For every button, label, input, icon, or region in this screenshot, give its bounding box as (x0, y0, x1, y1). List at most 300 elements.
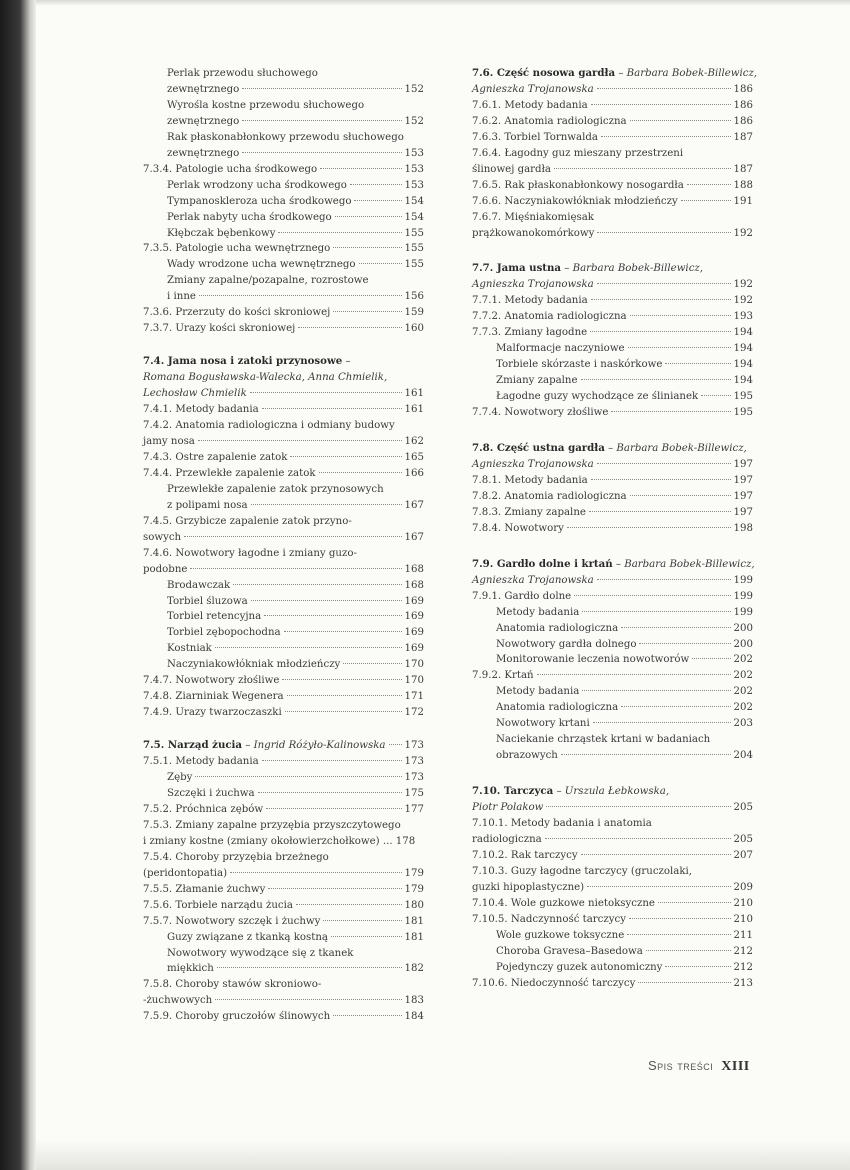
leader-dots (621, 706, 730, 707)
page-ref: 169 (404, 627, 424, 639)
leader-dots (587, 886, 730, 887)
toc-entry (143, 321, 424, 337)
toc-entry (143, 402, 424, 418)
page-ref: 192 (733, 227, 753, 239)
toc-entry (472, 178, 753, 194)
entry-title: Torbiel śluzowa (167, 595, 248, 607)
page-ref: 202 (733, 702, 753, 714)
page-ref: 211 (733, 929, 753, 941)
leader-dots (335, 216, 402, 217)
leader-dots (242, 88, 401, 89)
toc-entry (472, 896, 753, 912)
entry-title: 7.6.5. Rak płaskonabłonkowy nosogardła (472, 179, 684, 191)
page-ref: 165 (404, 451, 424, 463)
toc-entry (143, 898, 424, 914)
toc-subentry (143, 641, 424, 657)
entry-title: 7.8.4. Nowotwory (472, 522, 564, 534)
entry-title: 7.4.4. Przewlekłe zapalenie zatok (143, 467, 316, 479)
leader-dots (597, 579, 731, 580)
toc-subentry (472, 684, 753, 700)
toc-entry (472, 912, 753, 928)
section-author: Urszula Łebkowska, (564, 786, 670, 798)
page-ref: 195 (733, 391, 753, 403)
toc-entry (143, 977, 424, 993)
leader-dots (627, 934, 730, 935)
entry-title: Choroba Gravesa–Basedowa (496, 945, 643, 957)
entry-title: Brodawczak (167, 579, 231, 591)
leader-dots (658, 902, 731, 903)
toc-author-line (143, 386, 424, 402)
page-ref: 210 (733, 897, 753, 909)
page-ref: 187 (733, 163, 753, 175)
toc-subentry (472, 652, 753, 668)
leader-dots (567, 527, 731, 528)
leader-dots (333, 247, 401, 248)
entry-title: 7.3.4. Patologie ucha środkowego (143, 163, 318, 175)
toc-subentry (143, 130, 424, 146)
toc-entry (472, 473, 753, 489)
toc-entry (472, 162, 753, 178)
page-ref: 194 (733, 343, 753, 355)
entry-title: radiologiczna (472, 833, 542, 845)
page-ref: 155 (404, 259, 424, 271)
entry-title: Agnieszka Trojanowska (472, 574, 594, 586)
leader-dots (630, 315, 731, 316)
page-ref: 175 (404, 787, 424, 799)
page-ref: 184 (404, 1011, 424, 1023)
leader-dots (296, 904, 402, 905)
toc-subentry (143, 273, 424, 289)
leader-dots (546, 806, 730, 807)
toc-subentry (143, 657, 424, 673)
leader-dots (258, 792, 402, 793)
page-ref: 193 (733, 311, 753, 323)
entry-title: Anatomia radiologiczna (496, 702, 619, 714)
toc-entry (472, 864, 753, 880)
section-spacer (472, 537, 753, 557)
section-spacer (472, 421, 753, 441)
section-dash: – (561, 263, 573, 275)
page-ref: 173 (404, 756, 424, 768)
toc-subentry (143, 961, 424, 977)
entry-title: 7.4.9. Urazy twarzoczaszki (143, 707, 282, 719)
toc-entry (143, 162, 424, 178)
section-author: Barbara Bobek-Billewicz, (616, 443, 747, 455)
footer-label: Spis treści (648, 1058, 714, 1073)
entry-title: sowych (143, 531, 182, 543)
toc-entry (472, 309, 753, 325)
entry-title: obrazowych (496, 750, 558, 762)
entry-title: Anatomia radiologiczna (496, 622, 619, 634)
page-ref: 171 (404, 691, 424, 703)
page-ref: 153 (404, 179, 424, 191)
page-ref: 179 (404, 867, 424, 879)
entry-title: Naczyniakowłókniak młodzieńczy (167, 659, 341, 671)
toc-entry (143, 562, 424, 578)
section-spacer (143, 337, 424, 354)
entry-title: Naciekanie chrząstek krtani w badaniach (496, 734, 711, 746)
page-ref: 197 (733, 506, 753, 518)
page-ref: 169 (404, 595, 424, 607)
page-ref: 173 (404, 740, 424, 752)
entry-title: Nowotwory krtani (496, 718, 590, 730)
toc-entry (472, 816, 753, 832)
leader-dots (343, 663, 401, 664)
page-footer (648, 1058, 758, 1075)
entry-title: Nowotwory wywodzące się z tkanek (167, 947, 354, 959)
entry-title: Przewlekłe zapalenie zatok przynosowych (167, 483, 384, 495)
page-ref: 186 (733, 115, 753, 127)
page-ref: 197 (733, 490, 753, 502)
toc-entry (143, 993, 424, 1009)
toc-entry (472, 589, 753, 605)
leader-dots (591, 299, 731, 300)
toc-section-heading (472, 441, 753, 457)
section-dash: – (612, 558, 625, 570)
leader-dots (251, 504, 402, 505)
entry-title: 7.6.3. Torbiel Tornwalda (472, 131, 598, 143)
entry-title: Guzy związane z tkanką kostną (167, 931, 329, 943)
page-ref: 212 (733, 961, 753, 973)
leader-dots (630, 495, 731, 496)
toc-entry (472, 325, 753, 341)
toc-entry (143, 754, 424, 770)
page-ref: 202 (733, 670, 753, 682)
page-ref: 212 (733, 945, 753, 957)
entry-title: 7.10.1. Metody badania i anatomia (472, 818, 652, 830)
toc-entry (472, 226, 753, 242)
entry-title: Torbiele skórzaste i naskórkowe (496, 359, 663, 371)
leader-dots (282, 679, 401, 680)
page-ref: 197 (733, 474, 753, 486)
leader-dots (268, 888, 401, 889)
entry-title: 7.5.5. Złamanie żuchwy (143, 883, 266, 895)
toc-subentry (472, 700, 753, 716)
toc-subentry (143, 770, 424, 786)
page-ref: 186 (733, 99, 753, 111)
entry-title: Wole guzkowe toksyczne (496, 929, 625, 941)
leader-dots (665, 966, 730, 967)
page-ref: 180 (404, 899, 424, 911)
leader-dots (233, 584, 401, 585)
toc-entry (472, 976, 753, 992)
entry-title: miękkich (167, 963, 214, 975)
toc-author-line (472, 82, 753, 98)
leader-dots (198, 440, 402, 441)
toc-entry (143, 850, 424, 866)
page-ref: 168 (404, 563, 424, 575)
entry-title: 7.3.5. Patologie ucha wewnętrznego (143, 243, 331, 255)
entry-title: 7.6.2. Anatomia radiologiczna (472, 115, 627, 127)
page-ref: 199 (733, 590, 753, 602)
entry-title: Zmiany zapalne/pozapalne, rozrostowe (167, 275, 369, 287)
leader-dots (298, 327, 401, 328)
entry-title: Zęby (167, 772, 193, 784)
page-ref: 192 (733, 279, 753, 291)
toc-entry (143, 450, 424, 466)
toc-entry (472, 848, 753, 864)
leader-dots (262, 760, 402, 761)
entry-title: prążkowanokomórkowy (472, 227, 595, 239)
page-ref: 195 (733, 407, 753, 419)
toc-entry (143, 530, 424, 546)
toc-subentry (143, 594, 424, 610)
leader-dots (350, 184, 402, 185)
entry-title: 7.3.7. Urazy kości skroniowej (143, 323, 296, 335)
page-ref: 210 (733, 913, 753, 925)
page-ref: 161 (404, 388, 424, 400)
leader-dots (251, 600, 402, 601)
entry-title: 7.4.7. Nowotwory złośliwe (143, 675, 280, 687)
toc-subentry (472, 357, 753, 373)
entry-title: 7.6.4. Łagodny guz mieszany przestrzeni (472, 147, 684, 159)
toc-entry (472, 505, 753, 521)
entry-title: 7.6.1. Metody badania (472, 99, 588, 111)
leader-dots (331, 936, 402, 937)
leader-dots (646, 950, 731, 951)
page-ref: 202 (733, 654, 753, 666)
leader-dots (266, 808, 401, 809)
page-ref: 200 (733, 622, 753, 634)
toc-entry (143, 834, 424, 850)
leader-dots (611, 411, 730, 412)
entry-title: Agnieszka Trojanowska (472, 279, 594, 291)
toc-section-heading (472, 784, 753, 800)
entry-title: Romana Bogusławska-Walecka, Anna Chmielik, (143, 372, 388, 384)
leader-dots (285, 711, 402, 712)
page-ref: 205 (733, 833, 753, 845)
entry-title: 7.4.8. Ziarniniak Wegenera (143, 691, 284, 703)
entry-title: 7.4.1. Metody badania (143, 404, 259, 416)
leader-dots (687, 184, 731, 185)
page-ref: 154 (404, 195, 424, 207)
toc-subentry (143, 625, 424, 641)
entry-title: 7.4.5. Grzybicze zapalenie zatok przyno- (143, 515, 352, 527)
section-dash: – (615, 68, 627, 79)
toc-right-column (472, 66, 758, 992)
toc-subentry (143, 82, 424, 98)
page-ref: 173 (404, 772, 424, 784)
toc-entry (143, 434, 424, 450)
entry-title: guzki hipoplastyczne) (472, 881, 585, 893)
toc-entry (143, 546, 424, 562)
page-ref: 187 (733, 131, 753, 143)
toc-entry (472, 489, 753, 505)
entry-title: Nowotwory gardła dolnego (496, 638, 637, 650)
toc-subentry (143, 786, 424, 802)
toc-section-heading (472, 557, 753, 573)
leader-dots (215, 999, 401, 1000)
leader-dots (681, 200, 731, 201)
entry-title: Rak płaskonabłonkowy przewodu słuchowego (167, 131, 404, 143)
leader-dots (184, 536, 401, 537)
entry-title: Torbiel retencyjna (167, 611, 262, 623)
toc-entry (143, 514, 424, 530)
leader-dots (242, 120, 401, 121)
section-author: Barbara Bobek-Billewicz, (626, 68, 758, 79)
entry-title: 7.4.6. Nowotwory łagodne i zmiany guzo- (143, 547, 357, 559)
toc-section-heading (143, 738, 424, 754)
entry-title: podobne (143, 563, 188, 575)
leader-dots (320, 168, 401, 169)
entry-title: 7.7.3. Zmiany łagodne (472, 327, 588, 339)
toc-subentry (472, 389, 753, 405)
entry-title: Piotr Polakow (472, 802, 544, 814)
toc-entry (472, 521, 753, 537)
entry-title: 7.10.5. Nadczynność tarczycy (472, 913, 626, 925)
leader-dots (262, 408, 402, 409)
entry-title: i zmiany kostne (zmiany okołowierzchołkowe) ... 178 (143, 835, 416, 847)
toc-entry (472, 832, 753, 848)
page-ref: 207 (733, 849, 753, 861)
entry-title: Lechosław Chmielik (143, 388, 247, 400)
toc-entry (143, 866, 424, 882)
page-ref: 153 (404, 147, 424, 159)
page-ref: 159 (404, 307, 424, 319)
leader-dots (264, 615, 401, 616)
leader-dots (389, 744, 402, 745)
leader-dots (597, 88, 731, 89)
page-ref: 170 (404, 675, 424, 687)
page-ref: 155 (404, 243, 424, 255)
entry-title: z polipami nosa (167, 499, 248, 511)
section-title: 7.9. Gardło dolne i krtań (472, 557, 613, 570)
page-ref: 162 (404, 435, 424, 447)
entry-title: 7.5.8. Choroby stawów skroniowo- (143, 979, 322, 991)
page-ref: 169 (404, 611, 424, 623)
toc-entry (472, 98, 753, 114)
leader-dots (630, 120, 731, 121)
toc-subentry (143, 498, 424, 514)
toc-subentry (472, 732, 753, 748)
section-author: Barbara Bobek-Billewicz, (624, 558, 755, 570)
leader-dots (319, 472, 402, 473)
page-ref: 161 (404, 404, 424, 416)
section-title: 7.10. Tarczyca (472, 785, 554, 798)
section-spacer (472, 241, 753, 261)
toc-subentry (143, 66, 424, 82)
toc-author-line (472, 800, 753, 816)
leader-dots (574, 595, 730, 596)
page-ref: 191 (733, 195, 753, 207)
section-title: 7.5. Narząd żucia (143, 739, 243, 752)
toc-author-line (472, 457, 753, 473)
leader-dots (589, 511, 731, 512)
section-author: Ingrid Różyło-Kalinowska (253, 740, 386, 752)
page-ref: 194 (733, 375, 753, 387)
toc-author-line (143, 370, 424, 386)
toc-subentry (143, 226, 424, 242)
page-ref: 192 (733, 295, 753, 307)
leader-dots (250, 392, 402, 393)
leader-dots (593, 722, 731, 723)
toc-subentry (472, 748, 753, 764)
entry-title: Monitorowanie leczenia nowotworów (496, 654, 690, 666)
page-ref: 152 (404, 115, 424, 127)
toc-entry (143, 418, 424, 434)
leader-dots (701, 395, 730, 396)
page-ref: 199 (733, 606, 753, 618)
leader-dots (284, 631, 402, 632)
entry-title: i inne (167, 291, 196, 303)
toc-subentry (143, 210, 424, 226)
section-title: 7.6. Część nosowa gardła (472, 67, 616, 79)
leader-dots (597, 283, 731, 284)
toc-author-line (472, 573, 753, 589)
entry-title: -żuchwowych (143, 995, 213, 1007)
leader-dots (621, 627, 730, 628)
toc-entry (143, 914, 424, 930)
page-ref: 209 (733, 881, 753, 893)
page-ref: 177 (404, 803, 424, 815)
entry-title: 7.5.7. Nowotwory szczęk i żuchwy (143, 915, 321, 927)
page-ref: 169 (404, 643, 424, 655)
toc-entry (472, 130, 753, 146)
entry-title: Zmiany zapalne (496, 375, 578, 387)
toc-entry (472, 668, 753, 684)
section-title: 7.8. Część ustna gardła (472, 442, 605, 455)
page-ref: 204 (733, 750, 753, 762)
toc-subentry (143, 98, 424, 114)
page-ref: 152 (404, 83, 424, 95)
leader-dots (639, 643, 730, 644)
entry-title: zewnętrznego (167, 83, 240, 95)
entry-title: 7.7.1. Metody badania (472, 295, 588, 307)
entry-title: Wyrośla kostne przewodu słuchowego (167, 99, 365, 111)
entry-title: Kostniak (167, 643, 212, 655)
section-title: 7.7. Jama ustna (472, 262, 562, 275)
entry-title: ślinowej gardła (472, 163, 551, 175)
page-ref: 170 (404, 659, 424, 671)
entry-title: 7.6.7. Mięśniakomięsak (472, 211, 594, 223)
entry-title: Torbiel zębopochodna (167, 627, 281, 639)
entry-title: 7.5.3. Zmiany zapalne przyzębia przyszczytowego (143, 819, 401, 831)
page-ref: 166 (404, 467, 424, 479)
toc-section-heading (472, 66, 758, 82)
page-ref: 154 (404, 211, 424, 223)
leader-dots (323, 920, 401, 921)
toc-subentry (472, 944, 753, 960)
leader-dots (597, 232, 730, 233)
section-author: Barbara Bobek-Billewicz, (572, 263, 704, 275)
toc-subentry (143, 146, 424, 162)
entry-title: 7.7.2. Anatomia radiologiczna (472, 311, 627, 323)
leader-dots (545, 838, 731, 839)
leader-dots (359, 263, 402, 264)
toc-entry (143, 241, 424, 257)
page-ref: 188 (733, 179, 753, 191)
toc-left-column (143, 66, 424, 1025)
entry-title: 7.8.2. Anatomia radiologiczna (472, 490, 627, 502)
toc-subentry (143, 194, 424, 210)
page-ref: 197 (733, 458, 753, 470)
leader-dots (582, 690, 730, 691)
page-ref: 172 (404, 707, 424, 719)
section-dash: – (604, 443, 617, 455)
entry-title: Agnieszka Trojanowska (472, 83, 594, 95)
leader-dots (597, 463, 731, 464)
leader-dots (215, 647, 402, 648)
leader-dots (665, 363, 730, 364)
entry-title: zewnętrznego (167, 147, 240, 159)
entry-title: Perlak przewodu słuchowego (167, 68, 318, 79)
toc-entry (143, 705, 424, 721)
page-ref: 160 (404, 323, 424, 335)
toc-entry (472, 146, 753, 162)
entry-title: 7.5.1. Metody badania (143, 756, 259, 768)
leader-dots (190, 568, 401, 569)
leader-dots (290, 456, 401, 457)
